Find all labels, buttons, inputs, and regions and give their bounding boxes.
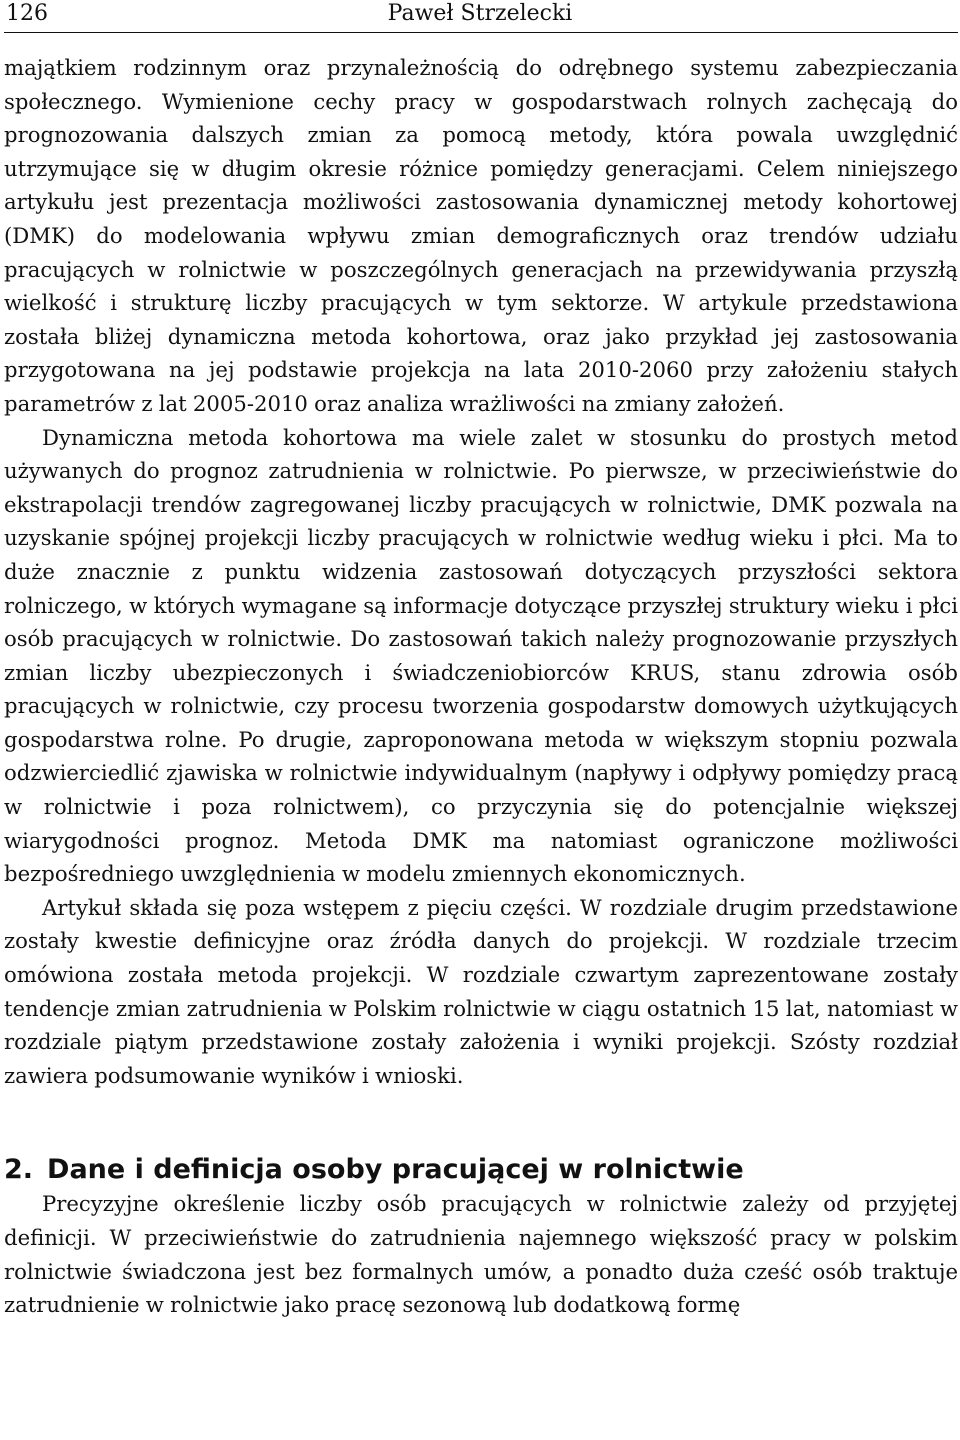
running-header <box>4 0 958 33</box>
paragraph-intro-continued: majątkiem rodzinnym oraz przynależnością do odrębnego systemu zabezpieczania społecznego. Wymienione cechy pracy w gospodarstwach rolnych zachęcają do prognozowania dalszych zmian za pomocą metody, która powala uwzględnić utrzymujące się w długim okresie różnice pomiędzy generacjami. Celem niniejszego artykułu jest prezentacja możliwości zastosowania dynamicznej metody kohortowej (DMK) do modelowania wpływu zmian demograficznych oraz trendów udziału pracujących w rolnictwie w poszczególnych generacjach na przewidywania przyszłą wielkość i strukturę liczby pracujących w tym sektorze. W artykule przedstawiona została bliżej dynamiczna metoda kohortowa, oraz jako przykład jej zastosowania przygotowana na jej podstawie projekcja na lata 2010-2060 przy założeniu stałych parametrów z lat 2005-2010 oraz analiza wrażliwości na zmiany założeń. <box>4 55 958 416</box>
paragraph-article-structure: Artykuł składa się poza wstępem z pięciu części. W rozdziale drugim przedstawione zostały kwestie definicyjne oraz źródła danych do projekcji. W rozdziale trzecim omówiona została metoda projekcji. W rozdziale czwartym zaprezentowane zostały tendencje zmian zatrudnienia w Polskim rolnictwie w ciągu ostatnich 15 lat, natomiast w rozdziale piątym przedstawione zostały założenia i wyniki projekcji. Szósty rozdział zawiera podsumowanie wyników i wnioski. <box>4 894 958 1088</box>
running-header-author: Paweł Strzelecki <box>387 1 573 26</box>
paragraph-dmk-advantages: Dynamiczna metoda kohortowa ma wiele zalet w stosunku do prostych metod używanych do prognoz zatrudnienia w rolnictwie. Po pierwsze, w przeciwieństwie do ekstrapolacji trendów zagregowanej liczby pracujących w rolnictwie, DMK pozwala na uzyskanie spójnej projekcji liczby pracujących w rolnictwie według wieku i płci. Ma to duże znacznie z punktu widzenia zastosowań dotyczących przyszłości sektora rolniczego, w których wymagane są informacje dotyczące przyszłej struktury wieku i płci osób pracujących w rolnictwie. Do zastosowań takich należy prognozowanie przyszłych zmian liczby ubezpieczonych i świadczeniobiorców KRUS, stanu zdrowia osób pracujących w rolnictwie, czy procesu tworzenia gospodarstw domowych użytkujących gospodarstwa rolne. Po drugie, zaproponowana metoda w większym stopniu pozwala odzwierciedlić zjawiska w rolnictwie indywidualnym (napływy i odpływy pomiędzy pracą w rolnictwie i poza rolnictwem), co przyczynia się do potencjalnie większej wiarygodności prognoz. Metoda DMK ma natomiast ograniczone możliwości bezpośredniego uwzględnienia w modelu zmiennych ekonomicznych. <box>4 424 958 887</box>
section-number: 2. <box>4 1154 34 1186</box>
body-text <box>4 51 958 1322</box>
paragraph-definition: Precyzyjne określenie liczby osób pracujących w rolnictwie zależy od przyjętej definicji. W przeciwieństwie do zatrudnienia najemnego większość pracy w polskim rolnictwie świadczona jest bez formalnych umów, a ponadto duża cześć osób traktuje zatrudnienie w rolnictwie jako pracę sezonową lub dodatkową formę <box>4 1191 958 1318</box>
page-number: 126 <box>6 1 48 26</box>
section-heading <box>4 1153 958 1187</box>
section-title: Dane i definicja osoby pracującej w rolnictwie <box>47 1154 744 1186</box>
